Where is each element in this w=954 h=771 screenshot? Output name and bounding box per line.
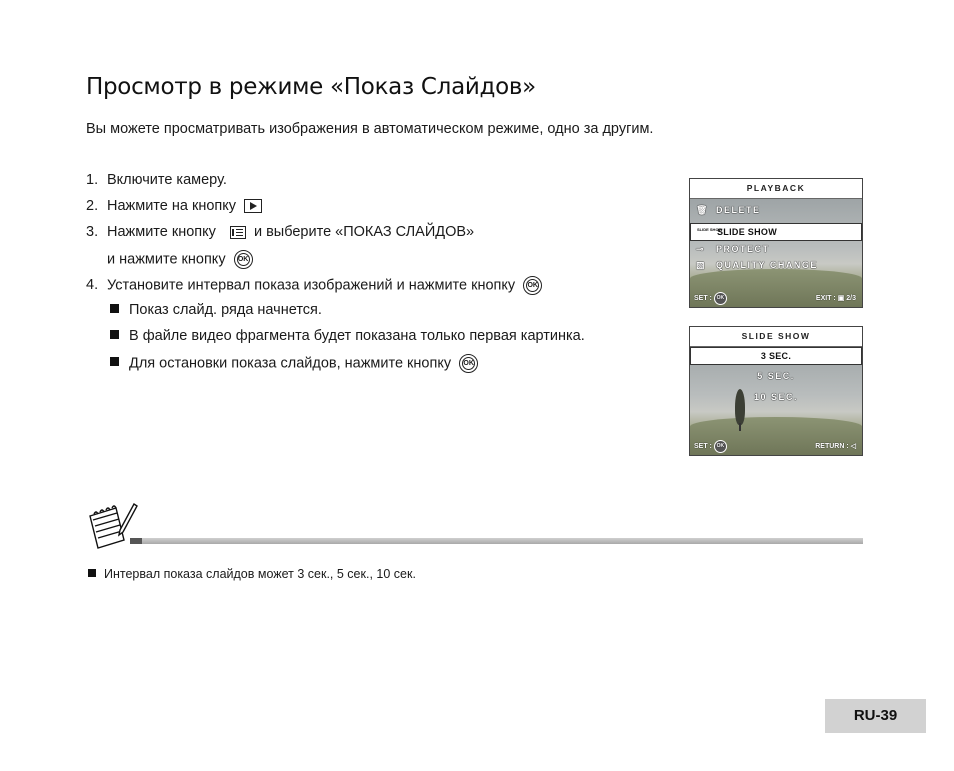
bullet-square-icon	[110, 330, 119, 339]
quality-icon: ▧	[696, 260, 707, 270]
page-title: Просмотр в режиме «Показ Слайдов»	[86, 74, 536, 100]
bullet-2: В файле видео фрагмента будет показана только первая картинка.	[110, 328, 585, 344]
step-3-cont: и нажмите кнопку OK	[107, 250, 257, 269]
screen-footer: SET : OK RETURN : ◁	[690, 438, 862, 455]
ok-icon: OK	[714, 292, 727, 305]
play-icon	[244, 199, 262, 213]
bullet-square-icon	[88, 569, 96, 577]
ok-icon: OK	[523, 276, 542, 295]
key-icon: ⊸	[696, 244, 706, 254]
interval-3-sec[interactable]: 3 SEC.	[690, 347, 862, 365]
ok-icon: OK	[234, 250, 253, 269]
bullet-square-icon	[110, 304, 119, 313]
screen-title: SLIDE SHOW	[690, 327, 862, 347]
ok-icon: OK	[459, 354, 478, 373]
interval-10-sec[interactable]: 10 SEC.	[753, 392, 799, 402]
step-3: 3. Нажмите кнопку и выберите «ПОКАЗ СЛАЙДОВ»	[86, 224, 475, 240]
slide-show-screen	[689, 326, 863, 456]
trash-icon: 🗑	[696, 205, 709, 215]
bullet-1: Показ слайд. ряда начнется.	[110, 302, 322, 318]
intro-text: Вы можете просматривать изображения в автоматическом режиме, одно за другим.	[86, 121, 654, 137]
note-divider	[130, 538, 863, 544]
playback-menu-screen	[689, 178, 863, 308]
menu-item-delete[interactable]: 🗑 DELETE	[690, 202, 862, 218]
screen-title: PLAYBACK	[690, 179, 862, 199]
slide-show-icon: SLIDE SHOW	[697, 227, 723, 232]
interval-5-sec[interactable]: 5 SEC.	[757, 371, 795, 381]
note-text: Интервал показа слайдов может 3 сек., 5 сек., 10 сек.	[88, 567, 416, 581]
ok-icon: OK	[714, 440, 727, 453]
step-1: 1. Включите камеру.	[86, 172, 227, 188]
step-4: 4. Установите интервал показа изображений и нажмите кнопку OK	[86, 276, 546, 295]
page-number: RU-39	[825, 699, 926, 733]
note-pad-icon	[86, 500, 138, 552]
menu-item-protect[interactable]: ⊸ PROTECT	[690, 241, 862, 257]
bullet-square-icon	[110, 357, 119, 366]
screen-footer: SET : OK EXIT : ▣ 2/3	[690, 290, 862, 307]
step-2: 2. Нажмите на кнопку	[86, 198, 266, 214]
menu-icon	[230, 226, 246, 239]
menu-item-slide-show[interactable]: SLIDE SHOW SLIDE SHOW	[690, 223, 862, 241]
bullet-3: Для остановки показа слайдов, нажмите кнопку OK	[110, 354, 482, 373]
menu-item-quality-change[interactable]: ▧ QUALITY CHANGE	[690, 257, 862, 273]
